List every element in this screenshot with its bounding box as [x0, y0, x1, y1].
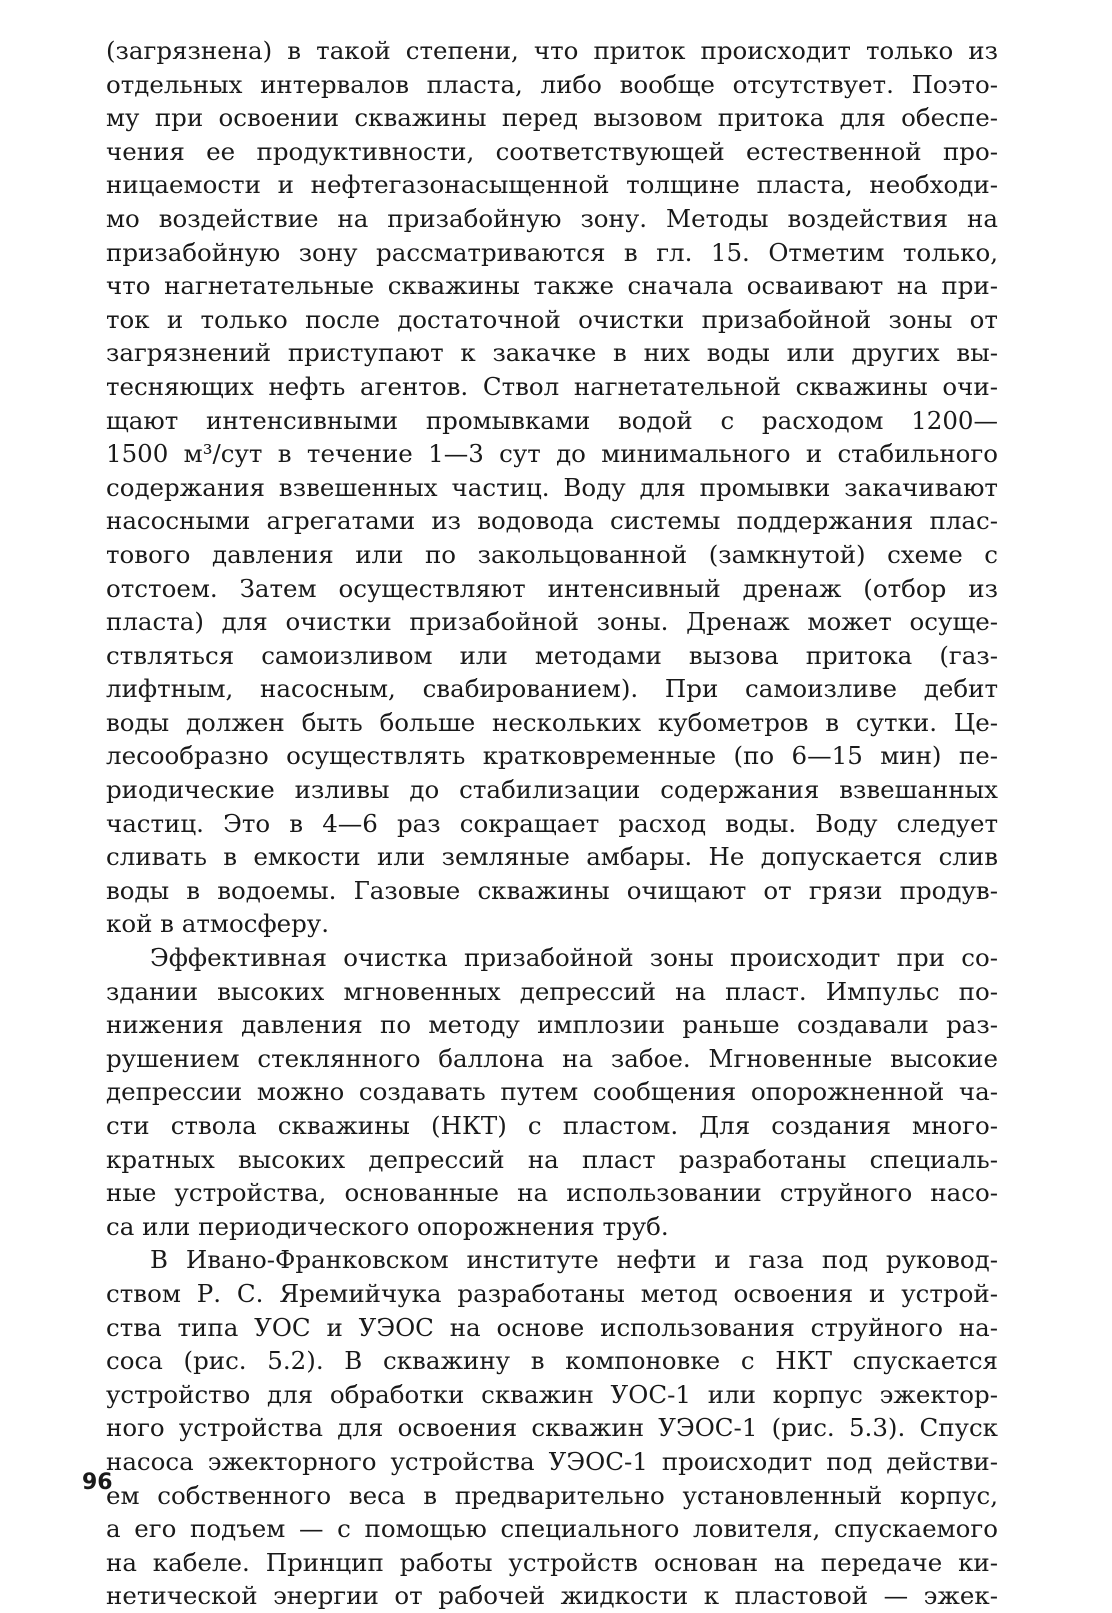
text-line: кратных высоких депрессий на пласт разработаны специаль- [106, 1144, 998, 1174]
text-line: тового давления или по закольцованной (замкнутой) схеме с [106, 539, 998, 569]
text-line: лесообразно осуществлять кратковременные (по 6—15 мин) пе- [106, 741, 998, 771]
text-line: устройство для обработки скважин УОС-1 или корпус эжектор- [106, 1379, 998, 1409]
text-line: ства типа УОС и УЭОС на основе использования струйного на- [106, 1312, 998, 1342]
text-line: здании высоких мгновенных депрессий на пласт. Импульс по- [106, 976, 998, 1006]
text-line: тесняющих нефть агентов. Ствол нагнетательной скважины очи- [106, 371, 998, 401]
text-line: В Ивано-Франковском институте нефти и газа под руковод- [150, 1245, 998, 1275]
page-number: 96 [82, 1470, 113, 1495]
text-line: щают интенсивными промывками водой с расходом 1200— [106, 405, 998, 435]
text-line: насоса эжекторного устройства УЭОС-1 происходит под действи- [106, 1446, 998, 1476]
text-line: ем собственного веса в предварительно установленный корпус, [106, 1480, 998, 1510]
text-line: мо воздействие на призабойную зону. Методы воздействия на [106, 203, 998, 233]
text-line: (загрязнена) в такой степени, что приток происходит только из [106, 36, 998, 65]
text-line: ные устройства, основанные на использовании струйного насо- [106, 1178, 998, 1208]
text-line: ного устройства для освоения скважин УЭОС-1 (рис. 5.3). Спуск [106, 1413, 998, 1443]
text-line: лифтным, насосным, свабированием). При самоизливе дебит [106, 674, 998, 704]
text-line: а его подъем — с помощью специального ловителя, спускаемого [106, 1514, 998, 1544]
text-line: насосными агрегатами из водовода системы поддержания плас- [106, 506, 998, 536]
text-line: кой в атмосферу. [106, 909, 330, 939]
text-line: му при освоении скважины перед вызовом притока для обеспе- [106, 103, 998, 133]
text-line: ствляться самоизливом или методами вызова притока (газ- [106, 640, 998, 670]
text-line: риодические изливы до стабилизации содержания взвешанных [106, 775, 998, 805]
text-line: призабойную зону рассматриваются в гл. 15. Отметим только, [106, 237, 998, 267]
text-line: воды в водоемы. Газовые скважины очищают от грязи продув- [106, 875, 998, 905]
body-text [106, 34, 998, 1613]
text-line: нижения давления по методу имплозии раньше создавали раз- [106, 1010, 998, 1040]
text-line: сти ствола скважины (НКТ) с пластом. Для создания много- [106, 1111, 998, 1140]
text-line: рушением стеклянного баллона на забое. Мгновенные высокие [106, 1043, 998, 1073]
text-line: что нагнетательные скважины также сначала осваивают на при- [106, 271, 998, 301]
text-line: нетической энергии от рабочей жидкости к пластовой — эжек- [106, 1581, 998, 1611]
text-line: са или периодического опорожнения труб. [106, 1211, 669, 1241]
text-line: частиц. Это в 4—6 раз сокращает расход воды. Воду следует [106, 808, 998, 838]
text-line: ток и только после достаточной очистки призабойной зоны от [106, 304, 998, 334]
text-line: 1500 м³/сут в течение 1—3 сут до минимального и стабильного [106, 439, 998, 469]
text-line: воды должен быть больше нескольких кубометров в сутки. Це- [106, 707, 998, 737]
text-line: загрязнений приступают к закачке в них воды или других вы- [106, 338, 998, 368]
text-line: сливать в емкости или земляные амбары. Не допускается слив [106, 842, 998, 872]
text-line: ницаемости и нефтегазонасыщенной толщине пласта, необходи- [106, 170, 998, 200]
text-line: депрессии можно создавать путем сообщения опорожненной ча- [106, 1077, 998, 1107]
text-line: отстоем. Затем осуществляют интенсивный дренаж (отбор из [106, 573, 998, 603]
text-line: отдельных интервалов пласта, либо вообще отсутствует. Поэто- [106, 69, 998, 99]
text-line: пласта) для очистки призабойной зоны. Дренаж может осуще- [106, 607, 998, 637]
text-line: Эффективная очистка призабойной зоны происходит при со- [150, 943, 998, 973]
text-line: на кабеле. Принцип работы устройств основан на передаче ки- [106, 1547, 998, 1577]
text-line: coca (рис. 5.2). В скважину в компоновке с НКТ спускается [106, 1346, 998, 1376]
text-line: чения ее продуктивности, соответствующей естественной про- [106, 136, 998, 166]
text-line: содержания взвешенных частиц. Воду для промывки закачивают [106, 472, 998, 502]
text-line: ством Р. С. Яремийчука разработаны метод освоения и устрой- [106, 1278, 998, 1308]
